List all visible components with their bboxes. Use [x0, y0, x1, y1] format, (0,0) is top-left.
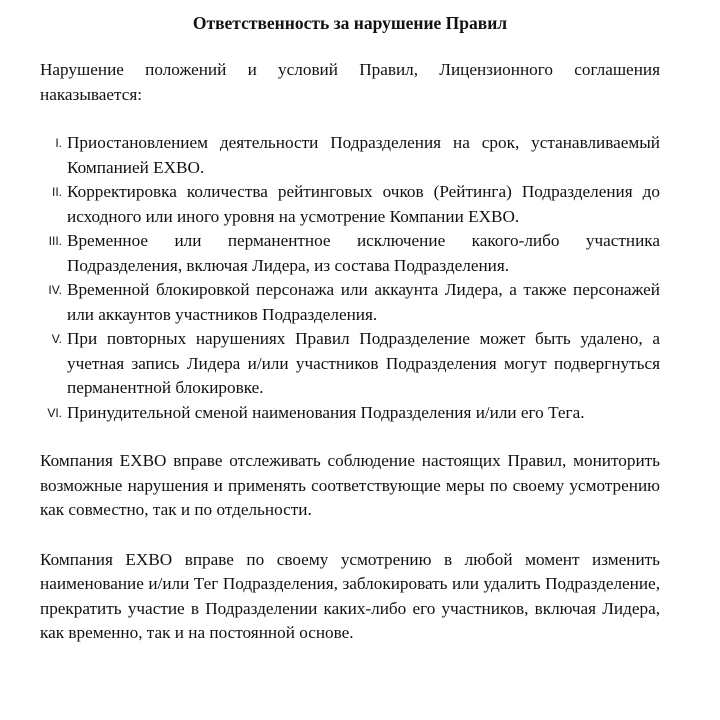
list-item — [40, 180, 660, 229]
intro-paragraph: Нарушение положений и условий Правил, Лицензионного соглашения наказывается: — [40, 60, 660, 104]
rename-paragraph: Компания EXBO вправе по своему усмотрению в любой момент изменить наименование и/или Тег Подразделения, заблокировать или удалить Подразделение, прекратить участие в Подразделении каких-либо его участников, включая Лидера, как временно, так и на постоянной основе. — [40, 549, 660, 642]
document-page — [40, 12, 660, 646]
list-item-text: При повторных нарушениях Правил Подразделение может быть удалено, а учетная запись Лидера и/или участников Подразделения могут подвергнуться перманентной блокировке. — [67, 329, 660, 397]
list-item — [40, 229, 660, 278]
list-item-text: Принудительной сменой наименования Подразделения и/или его Тега. — [67, 402, 585, 422]
list-item — [40, 401, 660, 426]
list-item-text: Корректировка количества рейтинговых очков (Рейтинга) Подразделения до исходного или иного уровня на усмотрение Компании EXBO. — [67, 182, 660, 226]
list-marker: III. — [48, 234, 62, 248]
list-marker: VI. — [47, 405, 62, 420]
list-marker: V. — [51, 332, 62, 346]
monitoring-paragraph: Компания EXBO вправе отслеживать соблюдение настоящих Правил, мониторить возможные нарушения и применять соответствующие меры по своему усмотрению как совместно, так и по отдельности. — [40, 451, 660, 519]
list-item-text: Временное или перманентное исключение какого-либо участника Подразделения, включая Лидера, из состава Подразделения. — [67, 231, 660, 275]
list-marker: I. — [55, 136, 62, 150]
list-item — [40, 131, 660, 180]
list-item — [40, 278, 660, 327]
page-title: Ответственность за нарушение Правил — [192, 13, 508, 33]
list-marker: II. — [51, 185, 62, 199]
list-item — [40, 327, 660, 401]
penalty-list — [40, 131, 660, 425]
list-item-text: Приостановлением деятельности Подразделения на срок, устанавливаемый Компанией EXBO. — [67, 133, 660, 177]
list-item-text: Временной блокировкой персонажа или аккаунта Лидера, а также персонажей или аккаунтов участников Подразделения. — [67, 280, 660, 324]
list-marker: IV. — [48, 283, 62, 297]
